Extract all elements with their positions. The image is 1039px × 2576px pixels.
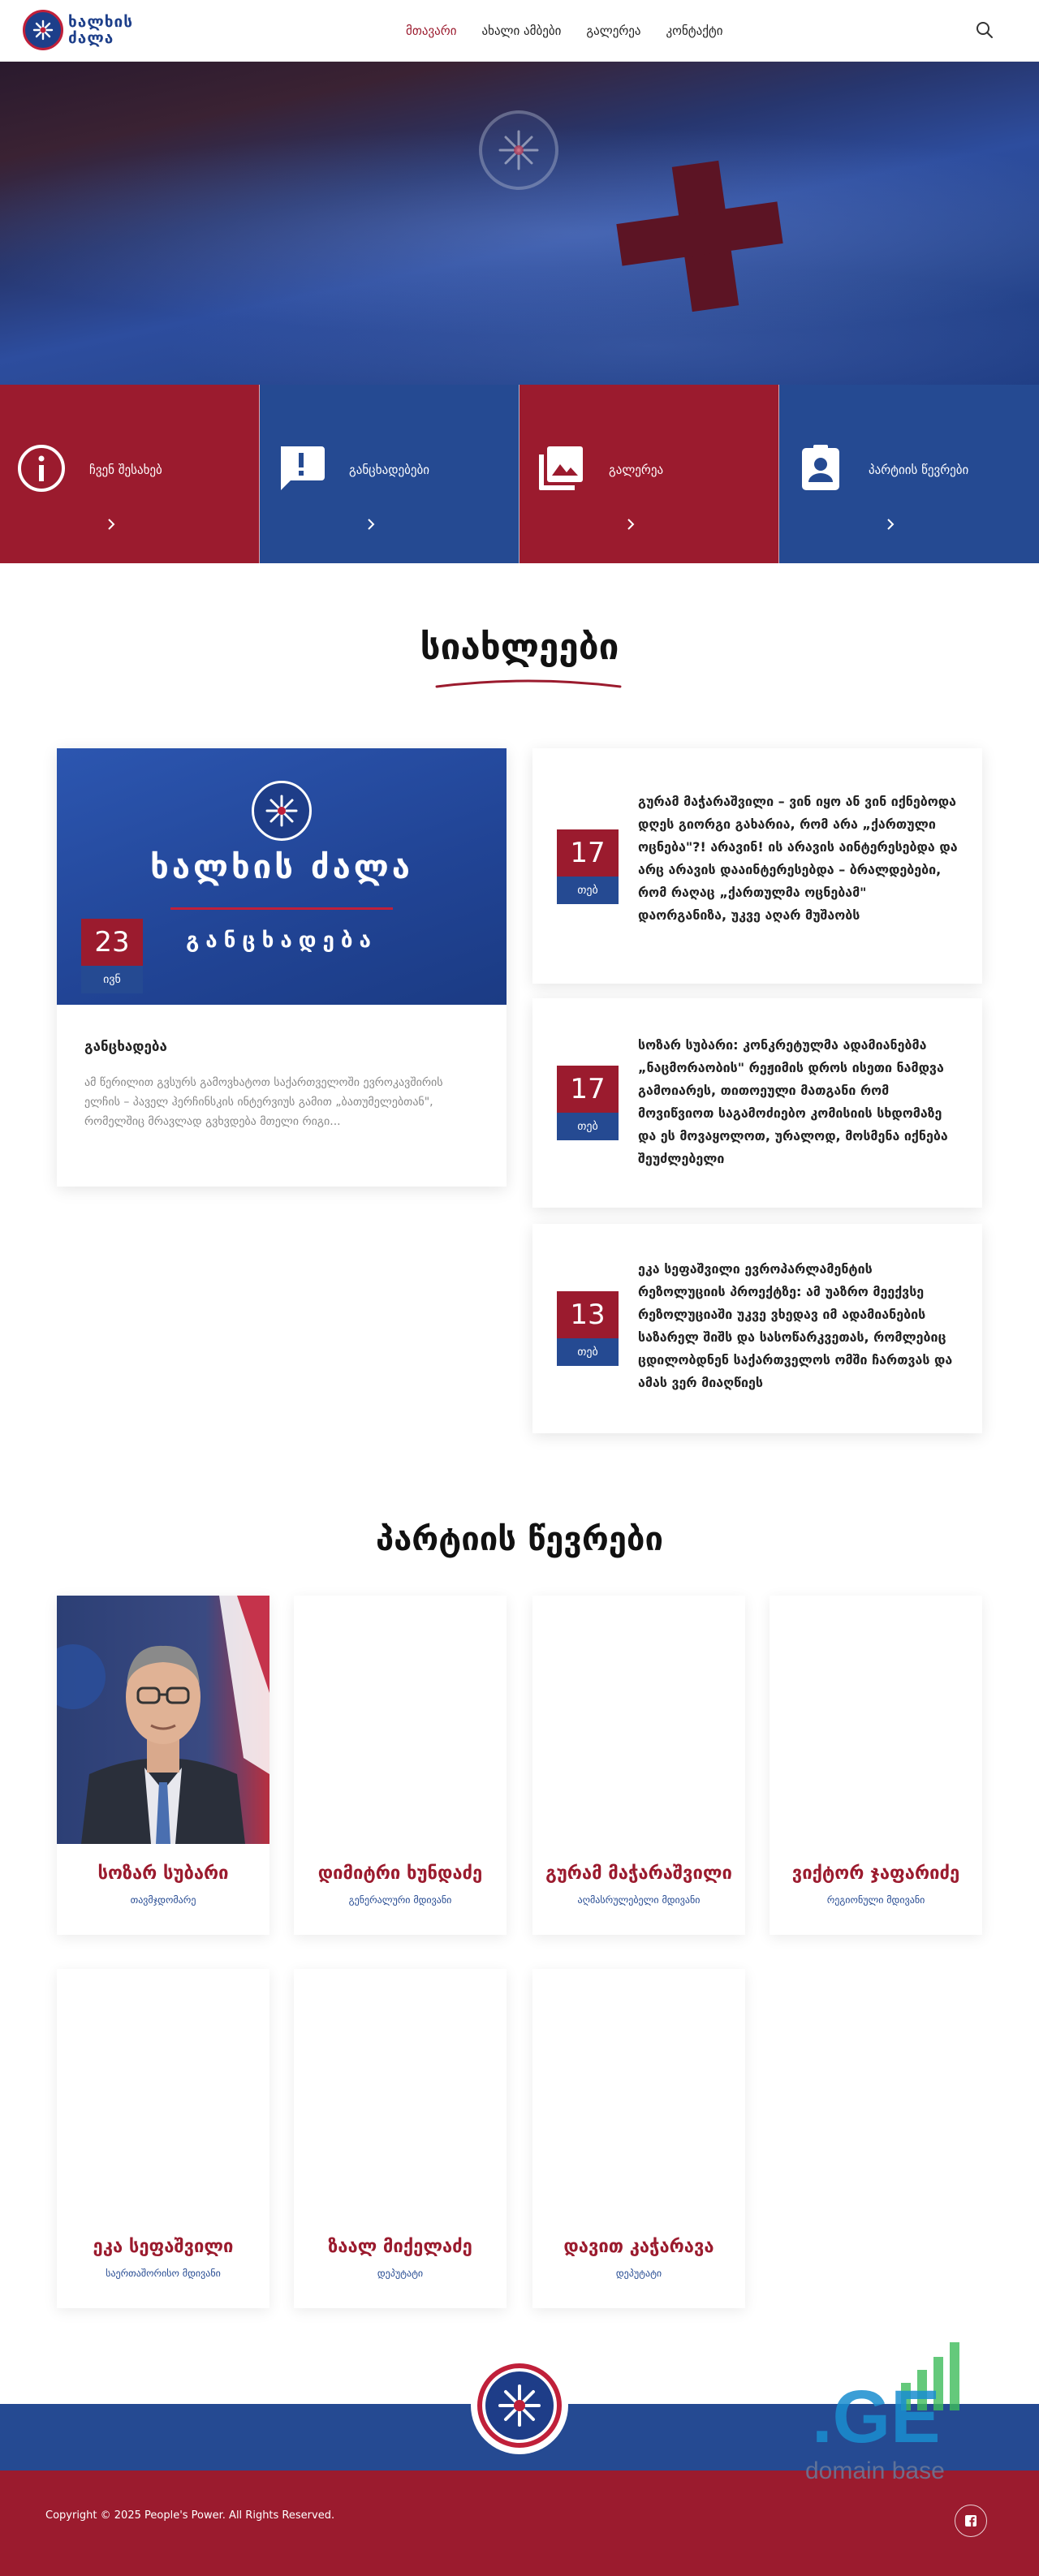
chevron-right-icon xyxy=(885,518,896,529)
member-card[interactable] xyxy=(532,1596,745,1935)
member-photo xyxy=(532,1596,745,1844)
divider xyxy=(170,907,393,910)
date-month: თებ xyxy=(557,877,619,904)
title-underline xyxy=(433,677,623,690)
member-badge-icon xyxy=(795,443,846,493)
member-photo xyxy=(294,1969,507,2217)
member-card[interactable] xyxy=(294,1596,507,1935)
tile-announcements[interactable] xyxy=(260,385,520,563)
member-photo xyxy=(57,1969,269,2217)
date-day: 17 xyxy=(557,829,619,877)
site-logo[interactable] xyxy=(23,10,133,50)
tile-gallery[interactable] xyxy=(520,385,779,563)
member-photo xyxy=(532,1969,745,2217)
logo-line-2: ძალა xyxy=(68,29,114,47)
site-header xyxy=(0,0,1039,62)
member-role: აღმასრულებელი მდივანი xyxy=(577,1894,701,1906)
member-name: დიმიტრი ხუნდაძე xyxy=(317,1863,483,1884)
news-section-title: სიახლეები xyxy=(420,627,619,668)
member-card[interactable] xyxy=(57,1596,269,1935)
party-emblem-icon xyxy=(23,10,63,50)
member-card[interactable] xyxy=(770,1596,982,1935)
tile-label: გალერეა xyxy=(609,463,664,477)
news-card-title[interactable]: ეკა სეფაშვილი ევროპარლამენტის რეზოლუციის პროექტზე: ამ უაზრო მეექვსე რეზოლუციაში უკვე ვხედავ იმ ადამიანების საზარელ შიშს და სასოწარკვეთას, რომლებიც ცდილობდნენ საქართველოს ომში ჩართვას და ამას ვერ მიაღწიეს xyxy=(638,1261,953,1390)
date-month: თებ xyxy=(557,1338,619,1366)
tile-label: ჩვენ შესახებ xyxy=(89,463,162,477)
featured-news-excerpt: ამ წერილით გვსურს გამოვხატოთ საქართველოში ევროკავშირის ელჩის – პაველ ჰერჩინსკის ინტერვიუს გამით „ბათუმელებთან", რომელშიც მრავლად გვხვდება მთელი რიგი... xyxy=(84,1076,443,1128)
footer-logo[interactable] xyxy=(471,2357,568,2454)
tile-about[interactable] xyxy=(0,385,260,563)
member-role: დეპუტატი xyxy=(615,2268,662,2279)
member-name: დავით კაჭარავა xyxy=(563,2237,714,2257)
domain-watermark xyxy=(804,2337,976,2492)
feature-tiles xyxy=(0,385,1039,563)
date-badge xyxy=(557,1291,619,1366)
news-card[interactable] xyxy=(532,1224,982,1433)
news-card-title[interactable]: სოზარ სუბარი: კონკრეტულმა ადამიანებმა „ნაცმორაობის" რეჟიმის დროს ისეთი ნამდვა გამოიარეს, თითოეული მათგანი რომ მოვიწვიოთ საგამოძიებო კომისიის სხდომაზე და ეს მოვაყოლოთ, ურალოდ, მოსმენა იქნება შეუძლებელი xyxy=(638,1037,948,1166)
member-role: დეპუტატი xyxy=(377,2268,424,2279)
member-name: სოზარ სუბარი xyxy=(97,1863,229,1884)
search-icon[interactable] xyxy=(974,19,995,41)
date-badge xyxy=(81,919,143,993)
member-name: ზაალ მიქელაძე xyxy=(328,2237,472,2257)
member-photo xyxy=(294,1596,507,1844)
member-name: გურამ მაჭარაშვილი xyxy=(545,1863,732,1884)
member-role: გენერალური მდივანი xyxy=(348,1894,452,1906)
member-role: რეგიონული მდივანი xyxy=(826,1894,925,1906)
logo-line-1: ხალხის xyxy=(68,13,134,31)
date-day: 17 xyxy=(557,1066,619,1113)
featured-brand-text: ხალხის ძალა xyxy=(150,849,413,886)
member-card[interactable] xyxy=(57,1969,269,2308)
news-card[interactable] xyxy=(532,748,982,984)
chevron-right-icon xyxy=(106,518,117,529)
featured-news-heading[interactable]: განცხადება xyxy=(84,1039,167,1055)
date-day: 13 xyxy=(557,1291,619,1338)
featured-news-card[interactable] xyxy=(57,748,507,1187)
domain-watermark-text: .GE xyxy=(812,2376,941,2458)
info-icon xyxy=(16,443,67,493)
member-photo xyxy=(770,1596,982,1844)
domain-watermark-subtitle: domain base xyxy=(805,2458,945,2484)
date-badge xyxy=(557,829,619,904)
logo-wordmark xyxy=(68,14,133,46)
members-section-title: პარტიის წევრები xyxy=(375,1521,664,1558)
member-photo xyxy=(57,1596,269,1844)
nav-item-news[interactable]: ახალი ამბები xyxy=(481,24,562,38)
gallery-icon xyxy=(536,443,586,493)
member-role: თავმჯდომარე xyxy=(130,1894,196,1906)
copyright-text: Copyright © 2025 People's Power. All Rights Reserved. xyxy=(45,2509,335,2522)
nav-item-home[interactable]: მთავარი xyxy=(406,24,457,38)
date-badge xyxy=(557,1066,619,1140)
member-card[interactable] xyxy=(294,1969,507,2308)
nav-item-contact[interactable]: კონტაქტი xyxy=(666,24,723,38)
date-month: თებ xyxy=(557,1113,619,1140)
tile-members[interactable] xyxy=(779,385,1039,563)
member-name: ვიქტორ ჯაფარიძე xyxy=(791,1863,960,1884)
main-nav xyxy=(406,0,723,62)
nav-item-gallery[interactable]: გალერეა xyxy=(586,24,641,38)
hero-emblem-icon xyxy=(479,110,558,190)
news-card[interactable] xyxy=(532,998,982,1208)
announcement-icon xyxy=(276,443,326,493)
member-card[interactable] xyxy=(532,1969,745,2308)
facebook-icon[interactable] xyxy=(955,2505,987,2537)
date-day: 23 xyxy=(81,919,143,966)
tile-label: პარტიის წევრები xyxy=(869,463,969,477)
chevron-right-icon xyxy=(625,518,636,529)
hero-banner xyxy=(0,62,1039,385)
tile-label: განცხადებები xyxy=(349,463,429,477)
member-name: ეკა სეფაშვილი xyxy=(93,2237,234,2257)
date-month: ივნ xyxy=(81,966,143,993)
featured-banner-subtitle: განცხადება xyxy=(186,928,377,953)
chevron-right-icon xyxy=(365,518,377,529)
party-emblem-icon xyxy=(252,781,312,841)
member-role: საერთაშორისო მდივანი xyxy=(106,2268,221,2279)
news-card-title[interactable]: გურამ მაჭარაშვილი – ვინ იყო ან ვინ იქნებოდა დღეს გიორგი გახარია, რომ არა „ქართული ოცნება"?! არავინ! ის არავის აინტერესებდა და არც არავის დააინტერესებდა – ბრალდებები, რომ რაღაც „ქართულმა ოცნებამ" დაორგანიზა, უკვე აღარ მუშაობს xyxy=(638,794,958,923)
featured-news-image xyxy=(57,748,507,1005)
